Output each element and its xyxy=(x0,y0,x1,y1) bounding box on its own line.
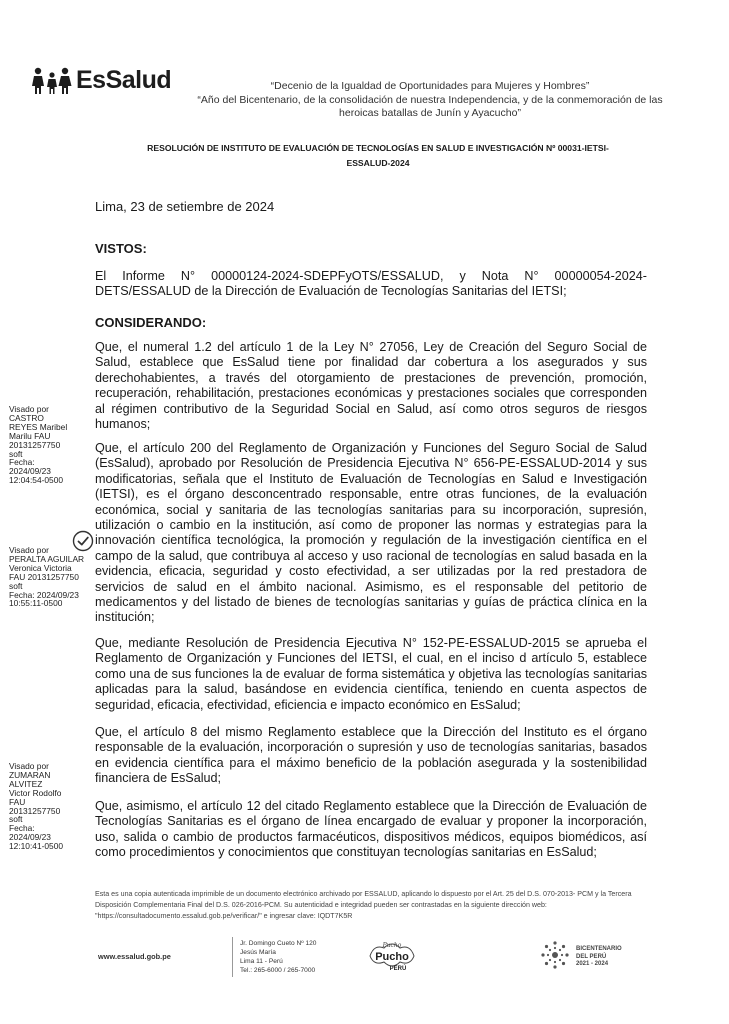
decenio-line: heroicas batallas de Junín y Ayacucho” xyxy=(339,107,521,119)
considerando-heading: CONSIDERANDO: xyxy=(95,315,207,330)
visado-line: 12:04:54-0500 xyxy=(9,475,64,486)
pucho-text: Pucho xyxy=(382,942,402,949)
visado-line: Marilu FAU xyxy=(9,430,51,441)
paragraph-text: Que, asimismo, el artículo 12 del citado Reglamento establece que la Dirección de Evaluación de Tecnologías Sanitarias es el órgano de línea encargado de evaluar y proponer la incorporación, uso, salida o cambio de productos farmacéuticos, dispositivos médicos, equipos biomédicos, así como procedimientos y conocimientos que constituyan tecnologías sanitarias en EsSalud; xyxy=(95,799,647,860)
vistos-paragraph xyxy=(95,269,647,300)
visado-stamp-zumaran xyxy=(9,762,63,851)
visado-line: Fecha: xyxy=(9,823,35,834)
visado-line: ZUMARAN xyxy=(9,769,51,780)
bicentenario-line: 2021 - 2024 xyxy=(576,961,609,967)
visado-line: soft xyxy=(9,814,23,825)
considerando-paragraph-4 xyxy=(95,725,647,787)
visado-line: Visado por xyxy=(9,545,49,555)
address-line: Jesús María xyxy=(240,949,276,956)
decenio-line: “Decenio de la Igualdad de Oportunidades para Mujeres y Hombres” xyxy=(270,80,590,92)
authenticity-note: Esta es una copia autenticada imprimible de un documento electrónico archivado por ESSALUD, aplicando lo dispuesto por el Art. 25 del D.S. 070-2013- PCM y la Tercera Disposición Complementaria Final del D.S. 026-2016-PCM. Su autenticidad e integridad pueden ser contrastadas en la siguiente dirección web: "https://consultadocumento.essalud.gob.pe/verificar/" e ingresar clave: IQDT7K5R xyxy=(95,890,632,920)
visado-stamp-castro xyxy=(9,405,67,485)
visado-line: soft xyxy=(9,580,23,591)
paragraph-text: Que, el artículo 8 del mismo Reglamento establece que la Dirección del Instituto es el órgano responsable de la evaluación, incorporación o supresión y uso de tecnologías sanitarias, basados en evidencia científica para el máximo beneficio de la población asegurada y la sostenibilidad financiera de EsSalud; xyxy=(95,725,647,786)
visado-line: PERALTA AGUILAR xyxy=(9,553,85,564)
visado-line: 20131257750 xyxy=(9,439,61,450)
footer-address xyxy=(240,939,316,975)
visado-line: ALVITEZ xyxy=(9,778,43,789)
visado-line: Veronica Victoria xyxy=(9,562,72,573)
paragraph-text: Que, el numeral 1.2 del artículo 1 de la Ley N° 27056, Ley de Creación del Seguro Social de Salud, establece que EsSalud tiene por finalidad dar cobertura a los asegurados y sus derechohabientes, a través del otorgamiento de prestaciones de prevención, promoción, recuperación, rehabilitación, prestaciones económicas y prestaciones sociales que corresponden al régimen contributivo de la Seguridad Social en Salud, así como otros seguros de riesgos humanos; xyxy=(95,340,647,432)
vistos-text: El Informe N° 00000124-2024-SDEPFyOTS/ESSALUD, y Nota N° 00000054-2024-DETS/ESSALUD de la Dirección de Evaluación de Tecnologías Sanitarias del IETSI; xyxy=(95,269,647,299)
visado-line: CASTRO xyxy=(9,412,44,423)
decenio-header xyxy=(180,80,680,121)
visado-line: FAU xyxy=(9,796,26,807)
visado-line: 10:55:11-0500 xyxy=(9,598,63,609)
visado-line: REYES Maribel xyxy=(9,421,68,432)
visado-line: Visado por xyxy=(9,404,49,414)
visado-line: soft xyxy=(9,448,23,459)
visado-line: 2024/09/23 xyxy=(9,466,51,477)
pucho-peru-logo xyxy=(364,936,420,976)
bicentenario-line: DEL PERÚ xyxy=(576,953,607,960)
pucho-text: Pucho xyxy=(375,951,409,963)
visado-line: FAU 20131257750 xyxy=(9,571,79,582)
visado-line: Visado por xyxy=(9,761,49,771)
considerando-paragraph-5 xyxy=(95,799,647,861)
footer-divider xyxy=(232,937,233,977)
address-line: Tel.: 265-6000 / 265-7000 xyxy=(240,967,316,974)
pucho-text: PERÚ xyxy=(389,966,407,972)
considerando-paragraph-1 xyxy=(95,340,647,432)
logo-text: EsSalud xyxy=(76,65,172,94)
considerando-paragraph-2 xyxy=(95,441,647,626)
document-date: Lima, 23 de setiembre de 2024 xyxy=(95,199,275,214)
visado-line: 20131257750 xyxy=(9,805,61,816)
bicentenario-emblem-icon xyxy=(538,938,572,972)
family-figures-icon xyxy=(32,66,72,94)
bicentenario-line: BICENTENARIO xyxy=(576,946,622,952)
decenio-line: “Año del Bicentenario, de la consolidación de nuestra Independencia, y de la conmemoración de las xyxy=(197,93,663,106)
website-link[interactable]: www.essalud.gob.pe xyxy=(98,952,171,961)
visado-stamp-peralta xyxy=(9,546,84,608)
paragraph-text: Que, mediante Resolución de Presidencia Ejecutiva N° 152-PE-ESSALUD-2015 se aprueba el Reglamento de Organización y Funciones del IETSI, el cual, en el inciso d artículo 5, establece como una de sus funciones la de evaluar de forma sistemática y objetiva las tecnologías sanitarias aplicadas para la salud, basándose en evidencia científica, teniendo en cuenta aspectos de seguridad, eficacia, efectividad, eficiencia e impacto económico en EsSalud; xyxy=(95,636,647,712)
paragraph-text: Que, el artículo 200 del Reglamento de Organización y Funciones del Seguro Social de Salud (EsSalud), aprobado por Resolución de Presidencia Ejecutiva N° 656-PE-ESSALUD-2014 y sus modificatorias, señala que el Instituto de Evaluación de Tecnologías en Salud e Investigación (IETSI), es el órgano desconcentrado responsable, entre otras funciones, de la evaluación económica, social y sanitaria de las tecnologías sanitarias para su incorporación, supresión, utilización o cambio en la institución, así como de proponer las normas y estrategias para la innovación científica tecnológica, la promoción y regulación de la investigación científica en el campo de la salud, que contribuya al acceso y uso racional de tecnologías en salud basada en la evidencia, eficacia, seguridad y costo efectividad, a ser utilizadas por la red prestadora de servicios de salud en el ámbito nacional. Asimismo, es el responsable del petitorio de medicamentos y del listado de bienes de tecnologías sanitarias y guías de práctica clínica en la institución; xyxy=(95,441,647,625)
resolution-title xyxy=(108,141,648,171)
vistos-heading: VISTOS: xyxy=(95,241,147,256)
essalud-logo xyxy=(32,62,171,98)
visado-line: Fecha: 2024/09/23 xyxy=(9,589,79,600)
visado-line: 12:10:41-0500 xyxy=(9,841,64,852)
resolution-title-line: ESSALUD-2024 xyxy=(346,158,410,168)
considerando-paragraph-3 xyxy=(95,636,647,713)
visado-line: 2024/09/23 xyxy=(9,832,51,843)
visado-line: Victor Rodolfo xyxy=(9,787,62,798)
resolution-title-line: RESOLUCIÓN DE INSTITUTO DE EVALUACIÓN DE TECNOLOGÍAS EN SALUD E INVESTIGACIÓN Nº 00031-IETSI- xyxy=(147,143,609,153)
bicentenario-label xyxy=(576,946,622,969)
address-line: Lima 11 - Perú xyxy=(240,958,283,965)
address-line: Jr. Domingo Cueto Nº 120 xyxy=(240,940,317,947)
visado-line: Fecha: xyxy=(9,457,35,468)
